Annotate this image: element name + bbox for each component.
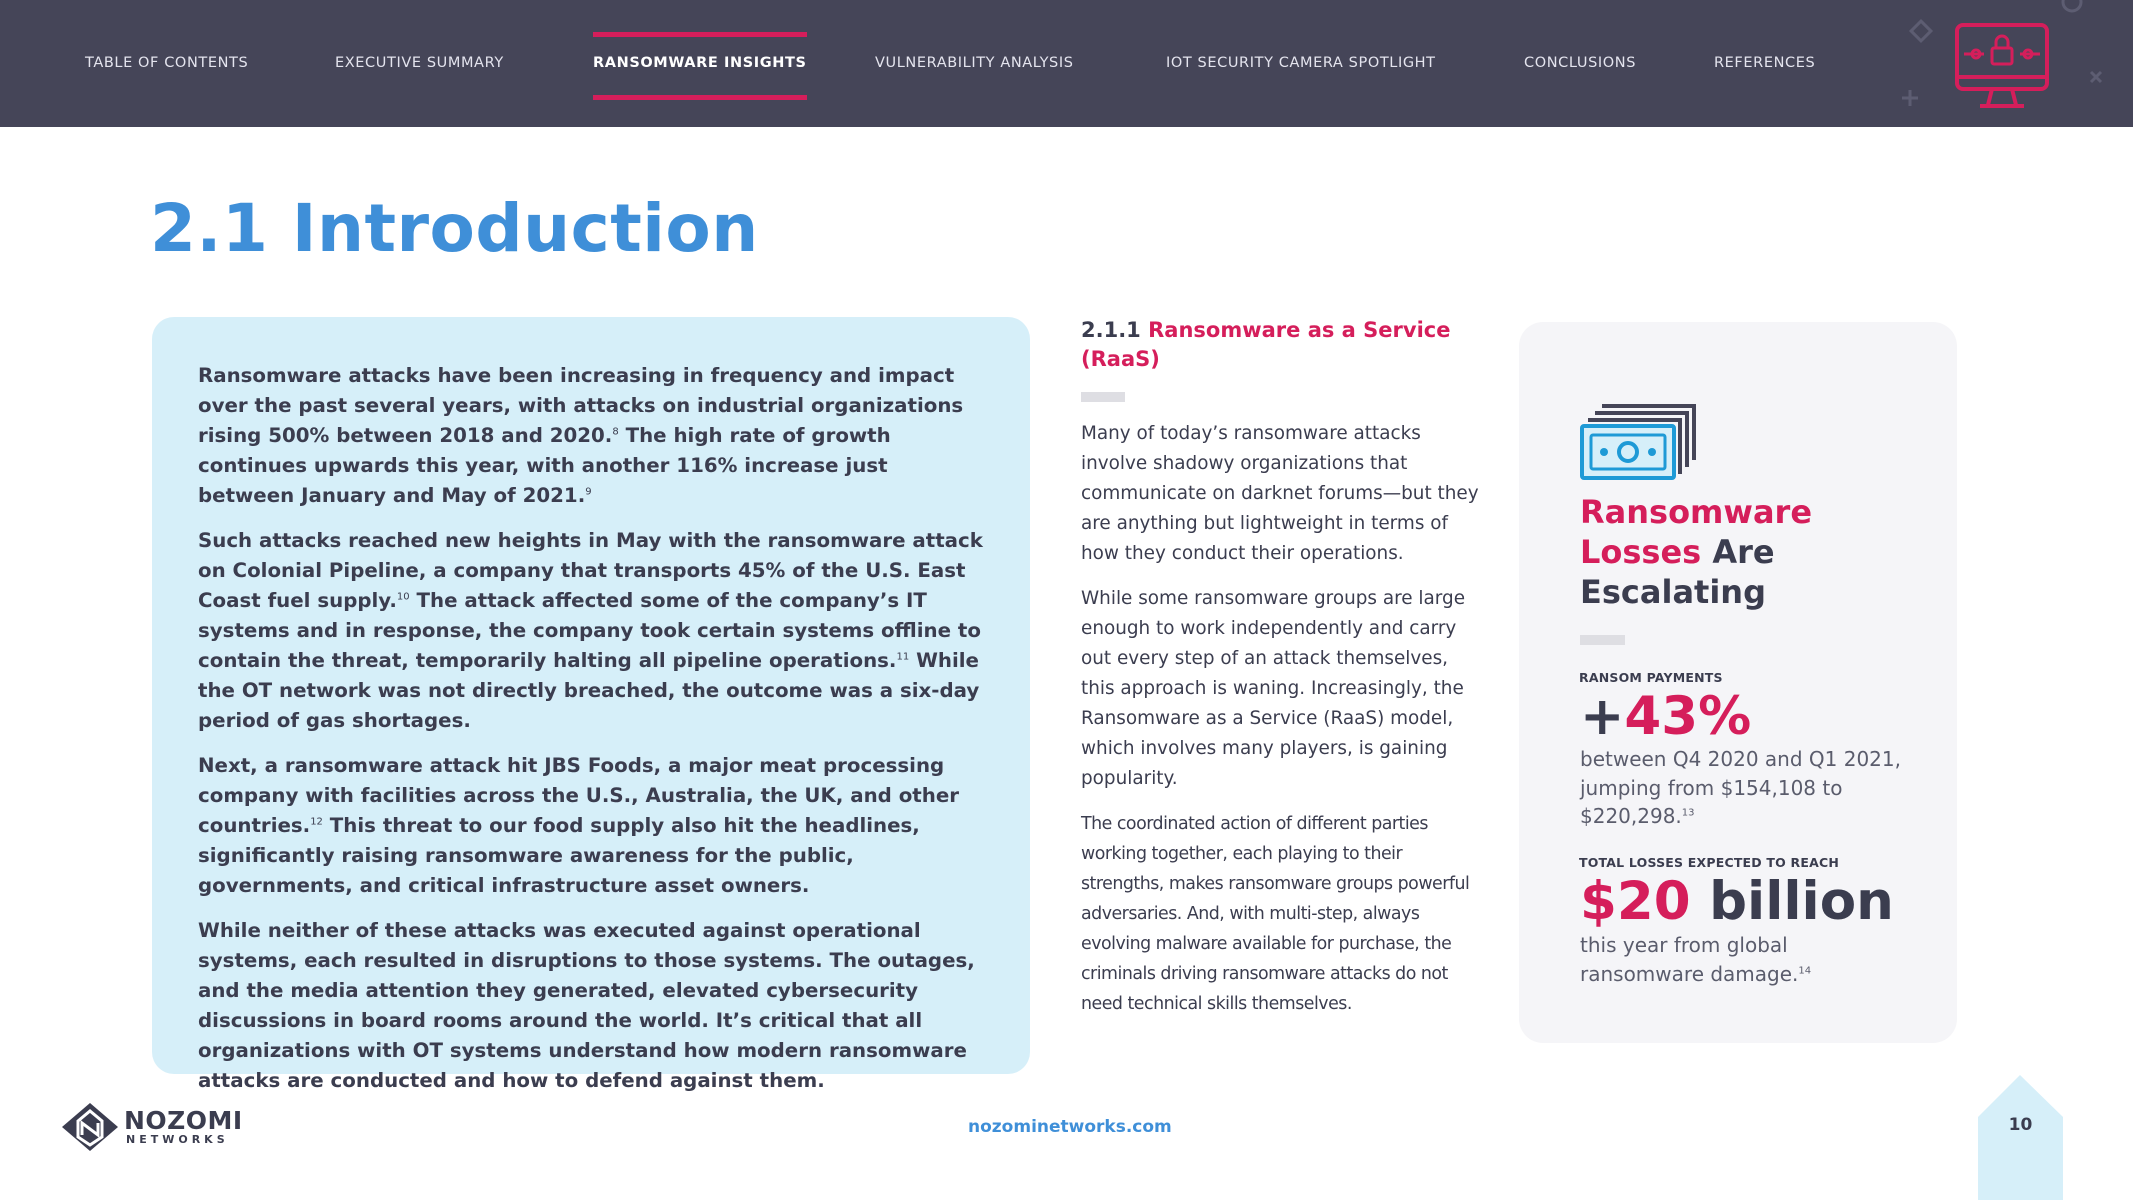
- footnote-ref[interactable]: 8: [612, 426, 619, 438]
- value-sign: +: [1580, 686, 1625, 747]
- card-heading: [1580, 492, 1920, 612]
- card-heading-text: Are Escalating: [1580, 533, 1775, 611]
- value-percent: 43%: [1624, 686, 1752, 747]
- nozomi-logo-icon: [60, 1101, 122, 1153]
- nozomi-networks-logo[interactable]: [60, 1101, 243, 1153]
- divider: [1580, 635, 1625, 645]
- nav-vulnerability-analysis[interactable]: VULNERABILITY ANALYSIS: [875, 55, 1074, 71]
- raas-paragraph-1: Many of today’s ransomware attacks involve shadowy organizations that communicate on darknet forums—but they are anything but lightweight in terms of how they conduct their operations.: [1081, 423, 1479, 564]
- raas-heading-text: Ransomware as a Service (RaaS): [1081, 318, 1451, 371]
- intro-paragraph-4: While neither of these attacks was executed against operational systems, each resulted in disruptions to those systems. The outages, and the media attention they generated, elevated cybersecurity discussions in board rooms around the world. It’s critical that all organizations with OT systems understand how modern ransomware attacks are conducted and how to defend against them.: [198, 919, 975, 1092]
- footnote-ref[interactable]: 10: [396, 591, 410, 603]
- cash-stack-icon: [1580, 402, 1698, 480]
- nav-table-of-contents[interactable]: TABLE OF CONTENTS: [85, 55, 249, 71]
- ransom-payments-description: [1580, 745, 1910, 831]
- footnote-ref[interactable]: 11: [896, 651, 910, 663]
- intro-p1-text-a: Ransomware attacks have been increasing in frequency and impact over the past several years, with attacks on industrial organizations rising 500% between 2018 and 2020.: [198, 364, 964, 447]
- total-losses-label: TOTAL LOSSES EXPECTED TO REACH: [1579, 855, 1840, 870]
- divider: [1081, 392, 1125, 402]
- nav-references[interactable]: REFERENCES: [1714, 55, 1816, 71]
- intro-p2-text-c: While the OT network was not directly breached, the outcome was a six-day period of gas shortages.: [198, 649, 980, 732]
- payments-desc-text: between Q4 2020 and Q1 2021, jumping from $154,108 to $220,298.: [1580, 747, 1901, 828]
- card-heading-highlight: Ransomware Losses: [1580, 493, 1813, 571]
- nav-iot-security-camera-spotlight[interactable]: IOT SECURITY CAMERA SPOTLIGHT: [1166, 55, 1436, 71]
- logo-wordmark: NOZOMI: [124, 1106, 243, 1135]
- section-number: 2.1.1: [1081, 318, 1141, 342]
- top-navigation: [0, 0, 2133, 127]
- intro-p3-text-a: Next, a ransomware attack hit JBS Foods, a major meat processing company with facilities across the U.S., Australia, the UK, and other countries.: [198, 754, 959, 837]
- ransomware-losses-card: [1519, 322, 1957, 1043]
- nav-conclusions[interactable]: CONCLUSIONS: [1524, 55, 1637, 71]
- raas-paragraph-3: The coordinated action of different parties working together, each playing to their strengths, makes ransomware groups powerful adversaries. And, with multi-step, always evolving malware available for purchase, the criminals driving ransomware attacks do not need technical skills themselves.: [1081, 814, 1470, 1014]
- footnote-ref[interactable]: 9: [585, 486, 592, 498]
- intro-p3-text-b: This threat to our food supply also hit the headlines, significantly raising ransomware awareness for the public, governments, and critical infrastructure asset owners.: [198, 814, 920, 897]
- footnote-ref[interactable]: 13: [1681, 807, 1695, 819]
- logo-subtitle: NETWORKS: [126, 1133, 229, 1146]
- raas-paragraph-2: While some ransomware groups are large enough to work independently and carry out every step of an attack themselves, this approach is waning. Increasingly, the Ransomware as a Service (RaaS) model, which involves many players, is gaining popularity.: [1081, 588, 1466, 789]
- locked-monitor-icon: [1954, 22, 2050, 110]
- nav-executive-summary[interactable]: EXECUTIVE SUMMARY: [335, 55, 504, 71]
- intro-paragraph-1: [198, 361, 986, 511]
- raas-heading: [1081, 316, 1481, 374]
- page-number: 10: [2008, 1115, 2033, 1135]
- page-title: 2.1 Introduction: [150, 190, 759, 267]
- losses-desc-text: this year from global ransomware damage.: [1580, 933, 1799, 986]
- footnote-ref[interactable]: 12: [310, 816, 323, 828]
- raas-section: [1081, 316, 1481, 1034]
- ransom-payments-label: RANSOM PAYMENTS: [1579, 670, 1723, 685]
- intro-p2-text-b: The attack affected some of the company’s IT systems and in response, the company took certain systems offline to contain the threat, temporarily halting all pipeline operations.: [198, 589, 981, 672]
- ransom-payments-value: [1580, 686, 1751, 748]
- intro-p2-text-a: Such attacks reached new heights in May with the ransomware attack on Colonial Pipeline, a company that transports 45% of the U.S. East Coast fuel supply.: [198, 529, 983, 612]
- value-amount: $20: [1580, 871, 1691, 932]
- page-number-tab: [1978, 1075, 2063, 1200]
- footnote-ref[interactable]: 14: [1798, 964, 1812, 976]
- intro-paragraph-3: [198, 751, 986, 901]
- intro-p1-text-b: The high rate of growth continues upwards this year, with another 116% increase just between January and May of 2021.: [198, 424, 891, 507]
- total-losses-value: [1580, 871, 1894, 933]
- intro-paragraph-2: [198, 526, 986, 736]
- total-losses-description: [1580, 931, 1910, 988]
- website-link[interactable]: nozominetworks.com: [968, 1117, 1172, 1137]
- nav-ransomware-insights[interactable]: RANSOMWARE INSIGHTS: [593, 55, 807, 71]
- intro-panel: [152, 317, 1030, 1092]
- value-unit: billion: [1709, 871, 1894, 932]
